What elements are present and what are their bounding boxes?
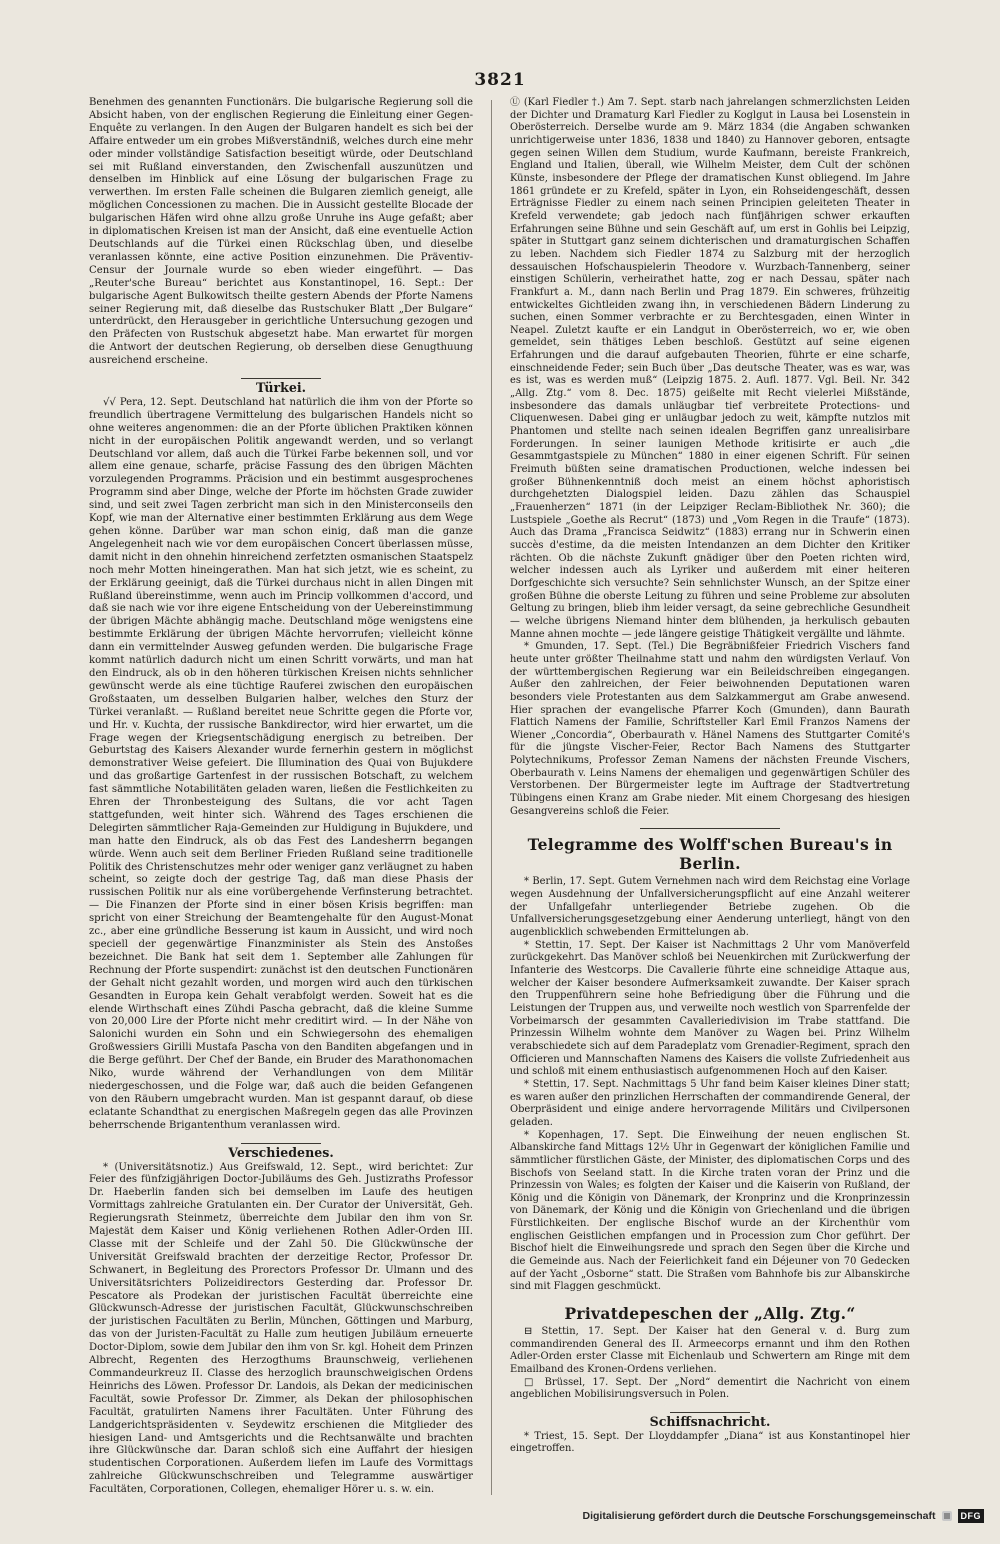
- section-heading-telegramme: [510, 828, 910, 873]
- dispatch-bruessel: □ Brüssel, 17. Sept. Der „Nord“ dementirt die Nachricht von einem angeblichen Mobilisirungsversuch in Polen.: [510, 1376, 910, 1401]
- heading-rule: [241, 378, 321, 379]
- telegram-kopenhagen: * Kopenhagen, 17. Sept. Die Einweihung der neuen englischen St. Albanskirche fand Mittags 12½ Uhr in Gegenwart der königlichen Familie und sämmtlicher fürstlichen Gäste, der Minister, des diplomatischen Corps und des Bischofs von Seeland statt. In die Kirche traten voran der Prinz und die Prinzessin von Wales; es folgten der Kaiser und die Kaiserin von Rußland, der König und die Königin von Dänemark, der Kronprinz und die Kronprinzessin von Dänemark, der König und die Königin von Griechenland und die übrigen Fürstlichkeiten. Der englische Bischof wurde an der Kirchenthür vom englischen Geistlichen empfangen und in Procession zum Chor geführt. Der Bischof hielt die Einweihungsrede und sprach den Segen über die Kirche und die Gemeinde aus. Nach der Feierlichkeit fand ein Déjeuner von 70 Gedecken auf der Yacht „Osborne“ statt. Die Straßen vom Bahnhofe bis zur Albanskirche sind mit Flaggen geschmückt.: [510, 1129, 910, 1293]
- dispatch-stettin: ⊟ Stettin, 17. Sept. Der Kaiser hat den General v. d. Burg zum commandirenden General des II. Armeecorps ernannt und ihm den Rothen Adler-Orden erster Classe mit Eichenlaub und Schwertern am Ringe mit dem Emailband des Kronen-Ordens verliehen.: [510, 1326, 910, 1376]
- dfg-logo: DFG: [958, 1509, 985, 1523]
- section-heading-text: Telegramme des Wolff'schen Bureau's in Berlin.: [527, 835, 893, 874]
- page-number: 3821: [474, 70, 526, 90]
- left-column: [89, 97, 473, 1497]
- telegram-stettin-manoever: * Stettin, 17. Sept. Der Kaiser ist Nachmittags 2 Uhr vom Manöverfeld zurückgekehrt. Das Manöver schloß bei Neuenkirchen mit Zurückwerfung der Infanterie des Westcorps. Die Cavallerie führte eine schneidige Attaque aus, welcher der Kaiser besondere Aufmerksamkeit zuwandte. Der Kaiser sprach den Truppenführern seine hohe Befriedigung über die Führung und die Leistungen der Truppen aus, und verweilte noch westlich von Sparrenfelde der Vorbeimarsch der gesammten Cavalleriedivision im Trabe stattfand. Die Prinzessin Wilhelm wohnte dem Manöver zu Wagen bei. Prinz Wilhelm verabschiedete sich auf dem Paradeplatz vom Grenadier-Regiment, sprach den Officieren und Mannschaften Namens des Kaisers die vollste Zufriedenheit aus und schloß mit einem enthusiastisch aufgenommenen Hoch auf den Kaiser.: [510, 939, 910, 1078]
- section-heading-text: Verschiedenes.: [228, 1144, 334, 1160]
- article-universitaetsnotiz: * (Universitätsnotiz.) Aus Greifswald, 12. Sept., wird berichtet: Zur Feier des fünfzigjährigen Doctor-Jubiläums des Geh. Justizraths Professor Dr. Haeberlin fanden sich bei demselben im Laufe des heutigen Vormittags zahlreiche Gratulanten ein. Der Curator der Universität, Geh. Regierungsrath Steinmetz, überreichte dem Jubilar den ihm von Sr. Majestät dem Kaiser und König verliehenen Rothen Adler-Orden III. Classe mit der Schleife und der Zahl 50. Die Glückwünsche der Universität Greifswald brachten der derzeitige Rector, Professor Dr. Schwanert, in Begleitung des Prorectors Professor Dr. Ulmann und des Universitätsrichters Polizeidirectors Gesterding dar. Professor Dr. Pescatore als Prodekan der juristischen Facultät überreichte eine Glückwunsch-Adresse der juristischen Facultät, Glückwunschschreiben der juristischen Facultäten zu Berlin, München, Göttingen und Marburg, das von der Juristen-Facultät zu Halle zum heutigen Jubiläum erneuerte Doctor-Diplom, sowie dem Jubilar den ihm von Sr. kgl. Hoheit dem Prinzen Albrecht, Regenten des Herzogthums Braunschweig, verliehenen Commandeurkreuz II. Classe des herzoglich braunschweigischen Ordens Heinrichs des Löwen. Professor Dr. Landois, als Dekan der medicinischen Facultät, sowie Professor Dr. Zimmer, als Dekan der philosophischen Facultät, gratulirten Namens ihrer Facultäten. Unter Führung des Landgerichtspräsidenten v. Seydewitz erschienen die Mitglieder des hiesigen Land- und Amtsgerichts und die Rechtsanwälte und brachten ihre Glückwünsche dar. Daran schloß sich eine Auffahrt der hiesigen studentischen Corporationen. Außerdem liefen im Laufe des Vormittags zahlreiche Glückwunschschreiben und Telegramme auswärtiger Facultäten, Corporationen, Collegen, ehemaliger Hörer u. s. w. ein.: [89, 1161, 473, 1496]
- column-divider: [491, 100, 492, 1495]
- section-heading-text: Türkei.: [255, 380, 307, 396]
- section-heading-verschiedenes: [89, 1139, 473, 1160]
- right-column: [510, 97, 910, 1456]
- section-heading-privatdepeschen: [510, 1304, 910, 1323]
- bulgaria-continuation: Benehmen des genannten Functionärs. Die bulgarische Regierung soll die Absicht haben, von der englischen Regierung die Einleitung einer Gegen-Enquête zu verlangen. In den Augen der Bulgaren handelt es sich bei der Affaire entweder um ein grobes Mißverständniß, welches durch eine mehr oder minder vollständige Satisfaction beseitigt würde, oder Deutschland sei mit Rußland einverstanden, den Zwischenfall auszunützen und denselben im Hinblick auf eine Lösung der bulgarischen Frage zu verwerthen. Im ersten Falle scheinen die Bulgaren ziemlich geneigt, alle möglichen Concessionen zu machen. Die in Aussicht gestellte Blocade der bulgarischen Häfen wird ohne allzu große Unruhe ins Auge gefaßt; aber in diplomatischen Kreisen ist man der Ansicht, daß eine eventuelle Action Deutschlands auf die Türkei einen Rückschlag üben, und dieselbe veranlassen könnte, eine active Position einzunehmen. Die Präventiv-Censur der Journale wurde so eben wieder eingeführt. — Das „Reuter'sche Bureau“ berichtet aus Konstantinopel, 16. Sept.: Der bulgarische Agent Bulkowitsch theilte gestern Abends der Pforte Namens seiner Regierung mit, daß dieselbe das Rustschuker Blatt „Der Bulgare“ unterdrückt, den Herausgeber in gerichtliche Untersuchung gezogen und den Präfecten von Rustschuk abgesetzt habe. Man erwartet für morgen die Antwort der deutschen Regierung, ob derselben diese Genugthuung ausreichend erscheine.: [89, 97, 473, 367]
- section-heading-text: Schiffsnachricht.: [649, 1414, 771, 1429]
- telegram-berlin: * Berlin, 17. Sept. Gutem Vernehmen nach wird dem Reichstag eine Vorlage wegen Ausdehnung der Unfallversicherungspflicht auf eine Anzahl weiterer der Unfallgefahr unterliegender Betriebe zugehen. Ob die Unfallversicherungsgesetzgebung einer Aenderung unterliegt, hängt von den augenblicklich schwebenden Ermittelungen ab.: [510, 876, 910, 939]
- footer-credit-text: Digitalisierung gefördert durch die Deutsche Forschungsgemeinschaft: [582, 1510, 936, 1522]
- section-heading-text: Privatdepeschen der „Allg. Ztg.“: [564, 1304, 856, 1324]
- article-pera: √√ Pera, 12. Sept. Deutschland hat natürlich die ihm von der Pforte so freundlich übertragene Vermittelung des bulgarischen Handels nicht so ohne weiteres angenommen: die an der Pforte üblichen Praktiken können nicht in der europäischen Politik angewandt werden, und so verlangt Deutschland vor allem, daß auch die Türkei Farbe bekennen soll, und vor allem eine genaue, scharfe, präcise Fassung des den übrigen Mächten vorzulegenden Programms. Präcision und ein bestimmt ausgesprochenes Programm sind aber Dinge, welche der Pforte im höchsten Grade zuwider sind, und seit zwei Tagen zerbricht man sich in den Ministerconseils den Kopf, wie man der Alternative einer bestimmten Erklärung aus dem Wege gehen könne. Darüber war man schon einig, daß man die ganze Angelegenheit nach wie vor dem europäischen Concert überlassen müsse, damit nicht in den ohnehin hinreichend zerfetzten osmanischen Staatspelz noch mehr Motten hineingerathen. Man hat sich jetzt, wie es scheint, zu der Erklärung geeinigt, daß die Türkei durchaus nicht in allen Dingen mit Rußland übereinstimme, wenn auch im Princip vollkommen d'accord, und daß sie nach wie vor ihre eigene Entscheidung von der Uebereinstimmung der übrigen Mächte abhängig mache. Deutschland möge wenigstens eine bestimmte Erklärung der übrigen Mächte hervorrufen; vielleicht könne dann ein vermittelnder Ausweg gefunden werden. Die bulgarische Frage kommt natürlich dadurch nicht um einen Schritt vorwärts, und man hat den Eindruck, als ob in den höheren türkischen Kreisen nichts sehnlicher gewünscht werde als eine tüchtige Rauferei zwischen den europäischen Großstaaten, um desselben Bulgarien halber, welches den Sturz der Türkei veranlaßt. — Rußland bereitet neue Schritte gegen die Pforte vor, und Hr. v. Kuchta, der russische Bankdirector, wird hier erwartet, um die Frage wegen der Kriegsentschädigung energisch zu betreiben. Der Geburtstag des Kaisers Alexander wurde fernerhin gestern in möglichst demonstrativer Weise gefeiert. Die Illumination des Quai von Bujukdere und das großartige Gartenfest in der russischen Botschaft, zu welchem fast sämmtliche Notabilitäten geladen waren, ließen die Festlichkeiten zu Ehren der Thronbesteigung des Sultans, die vor acht Tagen stattgefunden, weit hinter sich. Während des Tages erschienen die Delegirten sämmtlicher Raja-Gemeinden zur Huldigung in Bujukdere, und man hatte den Eindruck, als ob das Fest des Landesherrn begangen würde. Wenn auch seit dem Berliner Frieden Rußland seine traditionelle Politik des Christenschutzes mehr oder weniger ganz verläugnet zu haben scheint, so zeigte doch der gestrige Tag, daß man diese Phasis der russischen Politik nur als eine vorübergehende Verfinsterung betrachtet. — Die Finanzen der Pforte sind in einer bösen Krisis begriffen: man spricht von einer Streichung der Beamtengehalte für den August-Monat zc., aber eine gründliche Besserung ist kaum in Aussicht, und wird noch speciell der gegenwärtige Finanzminister als Stein des Anstoßes bezeichnet. Die Bank hat seit dem 1. September alle Zahlungen für Rechnung der Pforte suspendirt: zunächst ist den deutschen Functionären der Gehalt nicht gezahlt worden, und morgen wird auch den türkischen Gesandten in Europa kein Gehalt verabfolgt werden. Soweit hat es die elende Wirthschaft eines Zühdi Pascha gebracht, daß die kleine Summe von 20,000 Lire der Pforte nicht mehr creditirt wird. — In der Nähe von Salonichi wurden ein Sohn und ein Schwiegersohn des ehemaligen Großwessiers Girilli Mustafa Pascha von den Banditen abgefangen und in die Berge geführt. Der Chef der Bande, ein Bruder des Marathonomachen Niko, wurde während der Verhandlungen von dem Militär niedergeschossen, und die Folge war, daß auch die beiden Gefangenen von den Räubern umgebracht wurden. Man ist gespannt darauf, ob diese eclatante Schandthat zu energischen Maßregeln gegen das alle Provinzen beherrschende Brigantenthum veranlassen wird.: [89, 396, 473, 1131]
- heading-rule: [241, 1143, 321, 1144]
- digitization-footer: [583, 1508, 984, 1524]
- shipping-triest: * Triest, 15. Sept. Der Lloyddampfer „Diana“ ist aus Konstantinopel hier eingetroffen.: [510, 1430, 910, 1455]
- section-heading-schiffsnachricht: [510, 1408, 910, 1429]
- article-karl-fiedler: Ⓤ (Karl Fiedler †.) Am 7. Sept. starb nach jahrelangen schmerzlichsten Leiden der Dichter und Dramaturg Karl Fiedler zu Koglgut in Lausa bei Losenstein in Oberösterreich. Derselbe wurde am 9. März 1834 (die Angaben schwanken unrichtigerweise unter 1836, 1838 und 1840) zu Hannover geboren, entsagte gegen seinen Willen dem Studium, wurde Kaufmann, bereiste Frankreich, England und Italien, überall, wie Wilhelm Meister, dem Cult der schönen Künste, insbesondere der Pflege der dramatischen Kunst obliegend. Im Jahre 1861 gründete er zu Krefeld, später in Lyon, ein Rohseidengeschäft, dessen Erträgnisse Fiedler zu einem nach seinen Principien geleiteten Theater in Krefeld verwendete; gab jedoch nach fünfjährigen schwer erkauften Erfahrungen seine Bühne und sein Geschäft auf, um erst in Gohlis bei Leipzig, später in Stuttgart ganz seinem dichterischen und dramaturgischen Schaffen zu leben. Nachdem sich Fiedler 1874 zu Salzburg mit der herzoglich dessauischen Hofschauspielerin Theodore v. Wurzbach-Tannenberg, seiner einstigen Schülerin, verheirathet hatte, zog er nach Dessau, später nach Frankfurt a. M., dann nach Berlin und Prag 1879. Ein schweres, frühzeitig entwickeltes Gichtleiden zwang ihn, in verschiedenen Bädern Linderung zu suchen, einen Sommer verbrachte er zu Berchtesgaden, einen Winter in Neapel. Zuletzt kaufte er ein Landgut in Oberösterreich, wo er, wie oben gemeldet, sein thätiges Leben beschloß. Gestützt auf seine eigenen Erfahrungen und die darauf aufgebauten Theorien, führte er eine scharfe, einschneidende Feder; sein Buch über „Das deutsche Theater, was es war, was es ist, was es werden muß“ (Leipzig 1875. 2. Aufl. 1877. Vgl. Beil. Nr. 342 „Allg. Ztg.“ vom 8. Dec. 1875) geißelte mit Recht vielerlei Mißstände, insbesondere das damals unläugbar tief verbreitete Protections- und Cliquenwesen. Dabei ging er unläugbar jedoch zu weit, kämpfte nutzlos mit Phantomen und stellte nach seinen idealen Begriffen ganz unrealisirbare Forderungen. In seiner launigen Methode kritisirte er auch „die Gesammtgastspiele zu München“ 1880 in einer eigenen Schrift. Für seinen Freimuth büßten seine dramatischen Productionen, welche indessen bei großer Bühnenkenntniß doch meist an einem höchst aphoristisch durchgehetzten Dialogspiel leiden. Dazu zählen das Schauspiel „Frauenherzen“ 1871 (in der Leipziger Reclam-Bibliothek Nr. 360); die Lustspiele „Goethe als Recrut“ (1873) und „Vom Regen in die Traufe“ (1873). Auch das Drama „Francisca Seidwitz“ (1883) errang nur in Schwerin einen succès d'estime, da die meisten Intendanzen an dem Dichter den Kritiker rächten. Ob die nächste Zukunft gnädiger über den Poeten richten wird, welcher indessen auch als Lyriker und außerdem mit einer heiteren Dorfgeschichte sich versuchte? Sein sehnlichster Wunsch, an der Spitze einer großen Bühne die oberste Leitung zu führen und seine Probleme zur absoluten Geltung zu bringen, blieb ihm leider versagt, da seine gebrechliche Gesundheit — welche übrigens Niemand hinter dem blühenden, ja herkulisch gebauten Manne ahnen mochte — jede längere geistige Thätigkeit vergällte und lähmte.: [510, 97, 910, 640]
- section-heading-tuerkei: [89, 374, 473, 395]
- heading-rule: [640, 828, 780, 829]
- heading-rule: [670, 1412, 750, 1413]
- article-gmunden: * Gmunden, 17. Sept. (Tel.) Die Begräbnißfeier Friedrich Vischers fand heute unter größter Theilnahme statt und nahm den würdigsten Verlauf. Von der württembergischen Regierung war ein Beileidschreiben eingegangen. Außer den zahlreichen, der Feier beiwohnenden Deputationen waren besonders viele Protestanten aus dem Salzkammergut am Grabe anwesend. Hier sprachen der evangelische Pfarrer Koch (Gmunden), dann Baurath Flattich Namens der Familie, Schriftsteller Karl Emil Franzos Namens der Wiener „Concordia“, Oberbaurath v. Hänel Namens des Stuttgarter Comité's für die jüngste Vischer-Feier, Rector Bach Namens des Stuttgarter Polytechnikums, Professor Zeman Namens der nächsten Freunde Vischers, Oberbaurath v. Leins Namens der ehemaligen und gegenwärtigen Schüler des Verstorbenen. Der Bürgermeister legte im Auftrage der Stadtvertretung Tübingens einen Kranz am Grabe nieder. Mit einem Chorgesang des hiesigen Gesangvereins schloß die Feier.: [510, 641, 910, 817]
- dfg-emblem-icon: [942, 1511, 952, 1521]
- telegram-stettin-diner: * Stettin, 17. Sept. Nachmittags 5 Uhr fand beim Kaiser kleines Diner statt; es waren außer den prinzlichen Herrschaften der commandirende General, der Oberpräsident und einige andere hervorragende Militärs und Civilpersonen geladen.: [510, 1078, 910, 1128]
